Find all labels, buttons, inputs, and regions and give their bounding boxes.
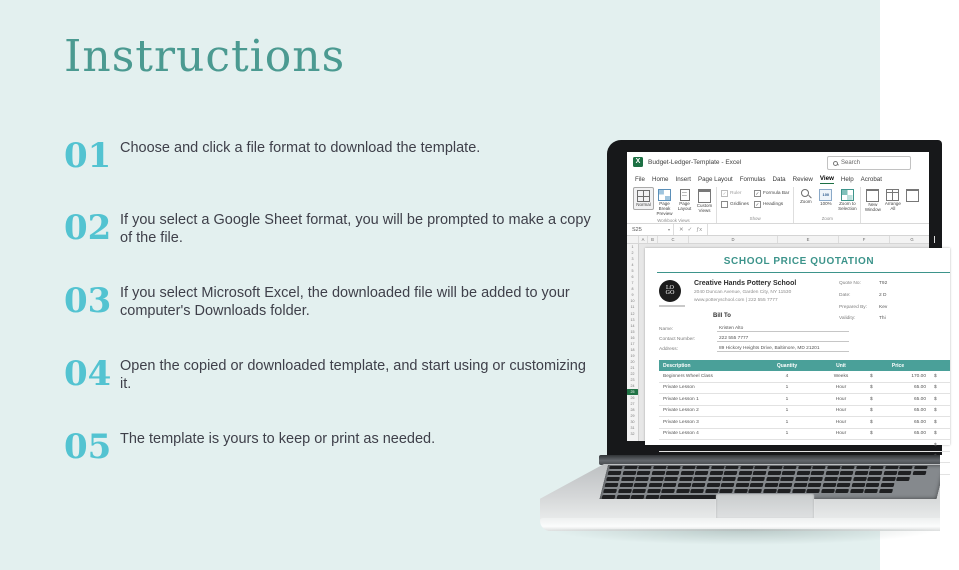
date-label: Date: <box>839 292 851 298</box>
bill-address: 89 Hickory Heights Drive, Baltimore, MD 21201 <box>717 346 849 353</box>
quote-no-label: Quote No: <box>839 281 861 286</box>
column-header[interactable]: G <box>890 236 935 243</box>
column-headers <box>627 236 929 244</box>
tab-help[interactable]: Help <box>840 175 854 183</box>
column-header[interactable]: B <box>648 236 658 243</box>
zoom-button[interactable]: Zoom <box>796 187 815 206</box>
group-workbook-views <box>631 187 716 223</box>
step-text: If you select a Google Sheet format, you will be prompted to make a copy of the file. <box>120 212 591 246</box>
step-item-4 <box>64 356 594 393</box>
excel-window <box>627 152 937 448</box>
bill-contact: 222 555 7777 <box>717 336 849 343</box>
formula-controls <box>674 224 708 235</box>
page-title: Instructions <box>64 31 346 82</box>
freeze-panes-button[interactable] <box>903 187 922 203</box>
table-row: $ <box>659 440 950 452</box>
headings-checkbox[interactable]: ✓ Headings <box>755 202 784 207</box>
gridlines-checkbox[interactable]: Gridlines <box>721 201 749 208</box>
excel-title-bar <box>627 152 929 172</box>
tab-review[interactable]: Review <box>792 175 813 183</box>
title-rule <box>657 272 950 273</box>
group-window <box>860 187 924 223</box>
laptop-screen-bezel <box>607 140 942 455</box>
chevron-down-icon: ▾ <box>667 227 670 232</box>
company-contact: www.potteryschool.com | 222 555 7777 <box>694 298 778 303</box>
logo-caption <box>659 305 685 307</box>
ribbon-tab-bar <box>627 172 929 185</box>
tab-file[interactable]: File <box>635 175 645 183</box>
document-title: SCHOOL PRICE QUOTATION <box>723 256 875 267</box>
page-canvas <box>639 244 950 448</box>
tab-acrobat[interactable]: Acrobat <box>860 175 882 183</box>
column-header[interactable]: D <box>689 236 778 243</box>
ribbon <box>627 185 929 224</box>
steps-list <box>64 138 594 501</box>
column-header[interactable]: A <box>639 236 648 243</box>
freeze-panes-icon <box>906 189 919 202</box>
tab-home[interactable]: Home <box>651 175 669 183</box>
step-text: Open the copied or downloaded template, and start using or customizing it. <box>120 358 586 392</box>
custom-views-button[interactable]: Custom Views <box>695 187 714 215</box>
step-number: 04 <box>64 354 112 394</box>
column-header[interactable]: E <box>778 236 839 243</box>
step-number: 01 <box>64 136 112 176</box>
prepared-by-label: Prepared By: <box>839 304 867 310</box>
search-label: Search <box>841 160 861 166</box>
formula-bar-checkbox[interactable]: ✓ Formula Bar <box>755 191 790 196</box>
checkbox-icon <box>721 201 728 208</box>
laptop-trackpad <box>716 494 814 519</box>
company-name: Creative Hands Pottery School <box>694 280 797 287</box>
arrange-all-button[interactable]: Arrange All <box>883 187 902 213</box>
table-row: Private Lesson 1 Hour $ 65.00 $ <box>659 383 950 395</box>
group-show <box>716 187 793 223</box>
group-label <box>863 220 922 223</box>
bill-name: Kristen Alto <box>717 326 849 333</box>
table-row: Private Lesson 4 1 Hour $ 65.00 $ <box>659 429 950 441</box>
tab-view[interactable]: View <box>819 175 834 182</box>
table-row: Beginners Wheel Class 4 Weeks $ 170.00 $ <box>659 371 950 383</box>
checkbox-icon: ✓ <box>722 191 727 196</box>
zoom-to-selection-icon <box>841 189 854 201</box>
group-label: Workbook Views <box>657 218 690 224</box>
step-text: If you select Microsoft Excel, the downloaded file will be added to your computer's Downloads folder. <box>120 285 570 319</box>
step-number: 03 <box>64 281 112 321</box>
checkbox-icon: ✓ <box>755 202 760 207</box>
name-box[interactable]: S25 ▾ <box>627 224 674 235</box>
step-number: 05 <box>64 427 112 467</box>
company-address: 2040 Duncan Avenue, Garden City, NY 11530 <box>694 290 792 295</box>
window-title: Budget-Ledger-Template - Excel <box>648 158 742 166</box>
laptop-deck <box>540 464 940 520</box>
normal-view-button[interactable]: Normal <box>633 187 654 210</box>
prepared-by-value: Kev <box>879 304 888 310</box>
ruler-checkbox[interactable]: ✓ Ruler <box>722 191 742 196</box>
step-text: The template is yours to keep or print as needed. <box>120 431 436 447</box>
custom-views-icon <box>698 189 711 203</box>
step-item-2 <box>64 210 594 247</box>
step-item-1 <box>64 138 594 174</box>
zoom-magnifier-icon <box>800 189 811 199</box>
new-window-button[interactable]: New Window <box>863 187 882 214</box>
cancel-icon[interactable]: ✕ <box>679 226 684 233</box>
quotation-document <box>645 248 950 448</box>
table-row: Private Lesson 3 1 Hour $ 65.00 $ <box>659 417 950 429</box>
page-layout-icon <box>680 189 690 201</box>
group-zoom <box>793 187 860 223</box>
quote-no-value: T92 <box>879 281 888 286</box>
laptop-hinge <box>599 455 940 465</box>
quote-meta <box>839 281 959 328</box>
group-label: Show <box>749 216 761 221</box>
laptop-shadow <box>548 529 940 545</box>
table-header-row: Description Quantity Unit Price <box>659 360 950 371</box>
enter-icon[interactable]: ✓ <box>687 226 693 233</box>
fx-icon[interactable]: ƒx <box>696 226 703 233</box>
zoom-to-selection-button[interactable]: Zoom to Selection <box>836 187 858 213</box>
tab-formulas[interactable]: Formulas <box>739 175 766 183</box>
formula-bar <box>627 224 929 236</box>
checkbox-icon: ✓ <box>755 191 760 196</box>
page-break-preview-button[interactable]: Page Break Preview <box>655 187 674 217</box>
select-all-corner[interactable] <box>627 236 639 243</box>
step-number: 02 <box>64 208 112 248</box>
page-break-preview-icon <box>658 189 671 201</box>
column-header[interactable]: C <box>658 236 689 243</box>
sheet-area <box>627 244 937 448</box>
search-icon <box>833 161 838 166</box>
date-value: 2 D <box>879 292 887 298</box>
step-item-5 <box>64 429 594 465</box>
tab-insert[interactable]: Insert <box>675 175 691 183</box>
group-label: Zoom <box>821 216 833 221</box>
page-layout-button[interactable]: Page Layout <box>675 187 694 213</box>
table-row: Private Lesson 1 1 Hour $ 65.00 $ <box>659 394 950 406</box>
validity-value: Thi <box>879 316 886 322</box>
step-text: Choose and click a file format to download the template. <box>120 140 481 156</box>
bill-to-heading: Bill To <box>713 313 731 319</box>
new-window-icon <box>866 189 879 202</box>
bill-to-block: Bill To Name: Kristen Alto Contact Number: 222 555 7777 Address: 89 Hickory Heights Drive, Baltimore, MD 21201 <box>659 313 849 352</box>
step-item-3 <box>64 283 594 320</box>
tab-data[interactable]: Data <box>772 175 786 183</box>
row-headers[interactable]: 1 2 3 4 5 6 7 8 9 10 11 12 13 14 15 16 17 18 19 20 21 22 23 24 25 26 27 28 29 30 31 32 <box>627 244 639 441</box>
zoom-100-icon: 100 <box>819 189 832 201</box>
search-input[interactable] <box>827 156 911 170</box>
excel-app-icon: X <box>633 157 643 167</box>
normal-view-icon <box>637 190 650 202</box>
table-row: Private Lesson 2 1 Hour $ 65.00 $ <box>659 406 950 418</box>
validity-label: Validity: <box>839 316 856 322</box>
arrange-all-icon <box>886 189 899 201</box>
company-logo: LO GO <box>659 280 681 302</box>
zoom-100-button[interactable]: 100 100% <box>816 187 835 208</box>
tab-page-layout[interactable]: Page Layout <box>697 175 733 183</box>
column-header[interactable]: F <box>839 236 890 243</box>
